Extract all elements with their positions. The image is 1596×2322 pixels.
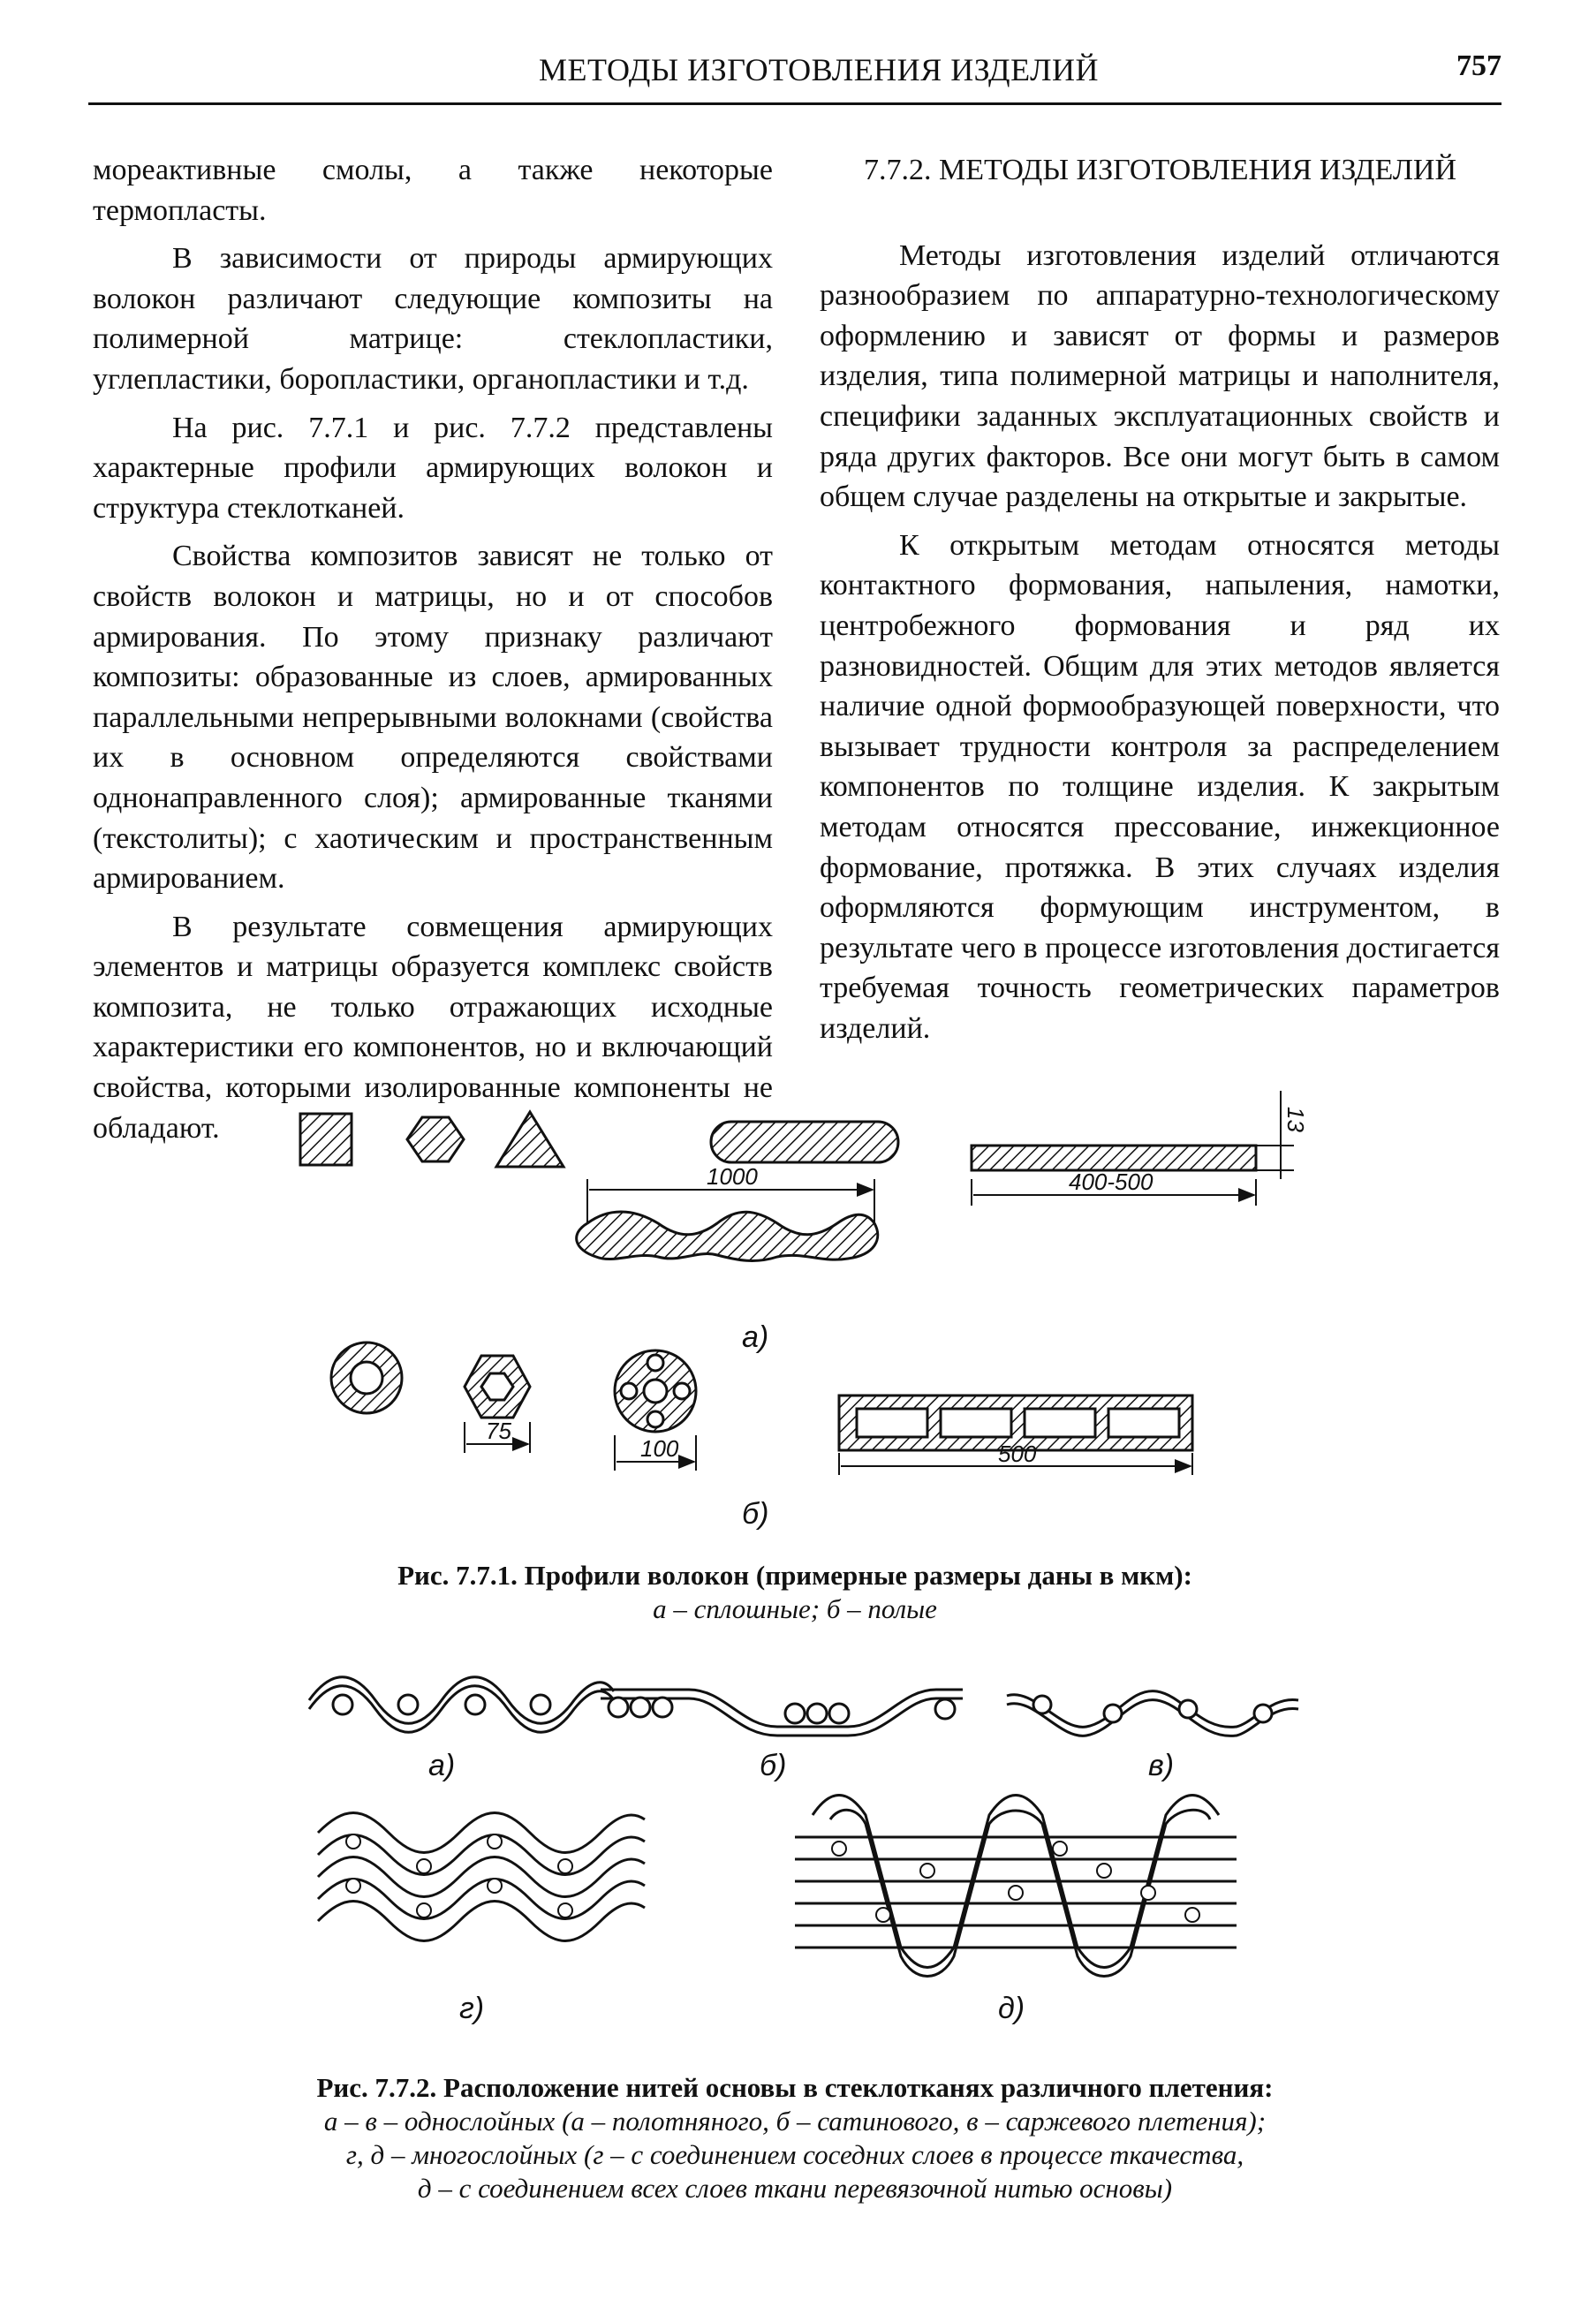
subfigure-label-a: а) (428, 1749, 456, 1782)
subfigure-label-e: д) (998, 1992, 1025, 2025)
paragraph: мореактивные смолы, а также некоторые термопласты. (93, 154, 773, 227)
weft-thread (558, 1903, 572, 1917)
weft-thread (1141, 1886, 1155, 1900)
weft-thread (1053, 1842, 1067, 1856)
right-column (820, 150, 1500, 1048)
weave-structures-drawing (265, 1665, 1343, 2053)
subfigure-label-b: б) (760, 1749, 787, 1782)
running-title: МЕТОДЫ ИЗГОТОВЛЕНИЯ ИЗДЕЛИЙ (539, 52, 1100, 87)
weft-thread (935, 1699, 955, 1719)
paragraph: На рис. 7.7.1 и рис. 7.7.2 представлены характерные профили армирующих волокон и структура стеклотканей. (93, 411, 773, 525)
subfigure-label-c: в) (1148, 1749, 1175, 1782)
multilayer-warp (318, 1880, 645, 1919)
weft-thread (1185, 1908, 1199, 1922)
paragraph: Свойства композитов зависят не только от свойств волокон и матрицы, но и от способов армирования. По этому признаку различают композиты: образованные из слоев, армированных параллельными непрерывными волокнами (свойства их в основном определяются свойствами однонаправленного слоя); армированные тканями (текстолиты); с хаотическим и пространственным армированием. (93, 540, 773, 896)
multichannel-bore (674, 1383, 690, 1399)
left-column (93, 150, 773, 1148)
multilayer-warp (318, 1813, 645, 1853)
weft-thread (417, 1859, 431, 1873)
section-title: 7.7.2. МЕТОДЫ ИЗГОТОВЛЕНИЯ ИЗДЕЛИЙ (864, 154, 1457, 186)
header-rule (88, 102, 1501, 105)
weft-thread (653, 1698, 672, 1717)
weft-thread (417, 1903, 431, 1917)
paragraph: В результате совмещения армирующих элементов и матрицы образуется комплекс свойств композита, не только отражающих исходные характеристики его компонентов, но и включающий свойства, которыми изолированные компоненты не обладают. (93, 910, 773, 1145)
fiber-profiles-drawing (265, 1082, 1343, 1559)
weft-thread (609, 1698, 628, 1717)
weft-thread (920, 1864, 934, 1878)
paragraph: К открытым методам относятся методы контактного формования, напыления, намотки, центробежного формования и ряд их разновидностей. Общим для этих методов является наличие одной формообразующей поверхности, что вызывает трудности контроля за распределением компонентов по толщине изделия. К закрытым методам относятся прессование, инжекционное формование, протяжка. В этих случаях изделия оформляются формующим инструментом, в результате чего в процессе изготовления достигается требуемая точность геометрических параметров изделий. (820, 528, 1500, 1045)
hollow-channel (1108, 1409, 1179, 1437)
weft-thread (488, 1834, 502, 1849)
caption-title: Рис. 7.7.2. Расположение нитей основы в стеклотканях различного плетения: (316, 2072, 1274, 2103)
hollow-channel (857, 1409, 927, 1437)
weft-thread (1254, 1705, 1272, 1722)
weft-thread (807, 1704, 827, 1723)
weft-thread (346, 1879, 360, 1893)
weft-thread (1104, 1705, 1122, 1722)
weft-thread (465, 1695, 485, 1714)
dim-100-label: 100 (640, 1435, 679, 1462)
paragraph: Методы изготовления изделий отличаются разнообразием по аппаратурно-технологическому оформлению и зависят от формы и размеров изделия, типа полимерной матрицы и наполнителя, специфики заданных эксплуатационных свойств и ряда других факторов. Все они могут быть в самом общем случае разделены на открытые и закрытые. (820, 238, 1500, 514)
page-header (88, 46, 1501, 104)
weft-thread (832, 1842, 846, 1856)
multichannel-bore (647, 1411, 663, 1427)
caption-title: Рис. 7.7.1. Профили волокон (примерные размеры даны в мкм): (397, 1560, 1192, 1591)
subfigure-label-a: а) (742, 1320, 769, 1354)
figure-2-caption (177, 2071, 1413, 2205)
hollow-hexagon-bore (481, 1373, 513, 1400)
weft-thread (1033, 1696, 1051, 1713)
dim-400-500-label: 400-500 (1069, 1169, 1154, 1195)
multichannel-bore (647, 1355, 663, 1371)
caption-legend: а – сплошные; б – полые (653, 1593, 937, 1624)
caption-legend: г, д – многослойных (г – с соединением соседних слоев в процессе ткачества, (345, 2139, 1244, 2170)
multichannel-bore (644, 1380, 667, 1403)
weft-thread (1009, 1886, 1023, 1900)
figure-1-caption (177, 1559, 1413, 1626)
paragraph: В зависимости от природы армирующих волокон различают следующие композиты на полимерной матрице: стеклопластики, углепластики, боропластики, органопластики и т.д. (93, 242, 773, 396)
weft-thread (558, 1859, 572, 1873)
dim-500-label: 500 (998, 1441, 1037, 1467)
caption-legend: а – в – однослойных (а – полотняного, б – сатинового, в – саржевого плетения); (323, 2106, 1267, 2137)
subfigure-label-d: г) (459, 1992, 485, 2025)
hollow-channel (941, 1409, 1011, 1437)
weft-thread (488, 1879, 502, 1893)
ring-profile-bore (351, 1362, 382, 1394)
weft-thread (531, 1695, 550, 1714)
figure-fiber-profiles (265, 1082, 1343, 1559)
weft-thread (333, 1695, 352, 1714)
dim-1000-label: 1000 (707, 1163, 758, 1190)
weft-thread (829, 1704, 849, 1723)
multichannel-bore (621, 1383, 637, 1399)
multilayer-warp (318, 1857, 645, 1897)
hexagon-profile (407, 1117, 464, 1161)
multilayer-warp (318, 1902, 645, 1941)
subfigure-label-b: б) (742, 1497, 769, 1531)
wavy-profile (577, 1212, 878, 1260)
dim-13-label: 13 (1282, 1107, 1309, 1132)
oval-profile (711, 1122, 898, 1162)
triangle-profile (496, 1112, 564, 1167)
page-number: 757 (1456, 49, 1501, 82)
hollow-channel (1025, 1409, 1095, 1437)
figure-weave-structures (265, 1665, 1343, 2053)
dim-75-label: 75 (486, 1418, 511, 1444)
square-profile (300, 1114, 352, 1165)
weft-thread (398, 1695, 418, 1714)
weft-thread (631, 1698, 650, 1717)
tape-profile (972, 1146, 1256, 1170)
weft-thread (785, 1704, 805, 1723)
weft-thread (1179, 1700, 1197, 1718)
caption-legend: д – с соединением всех слоев ткани перевязочной нитью основы) (417, 2173, 1173, 2204)
weft-thread (876, 1908, 890, 1922)
weft-thread (346, 1834, 360, 1849)
multilayer-warp (318, 1835, 645, 1875)
weft-thread (1097, 1864, 1111, 1878)
